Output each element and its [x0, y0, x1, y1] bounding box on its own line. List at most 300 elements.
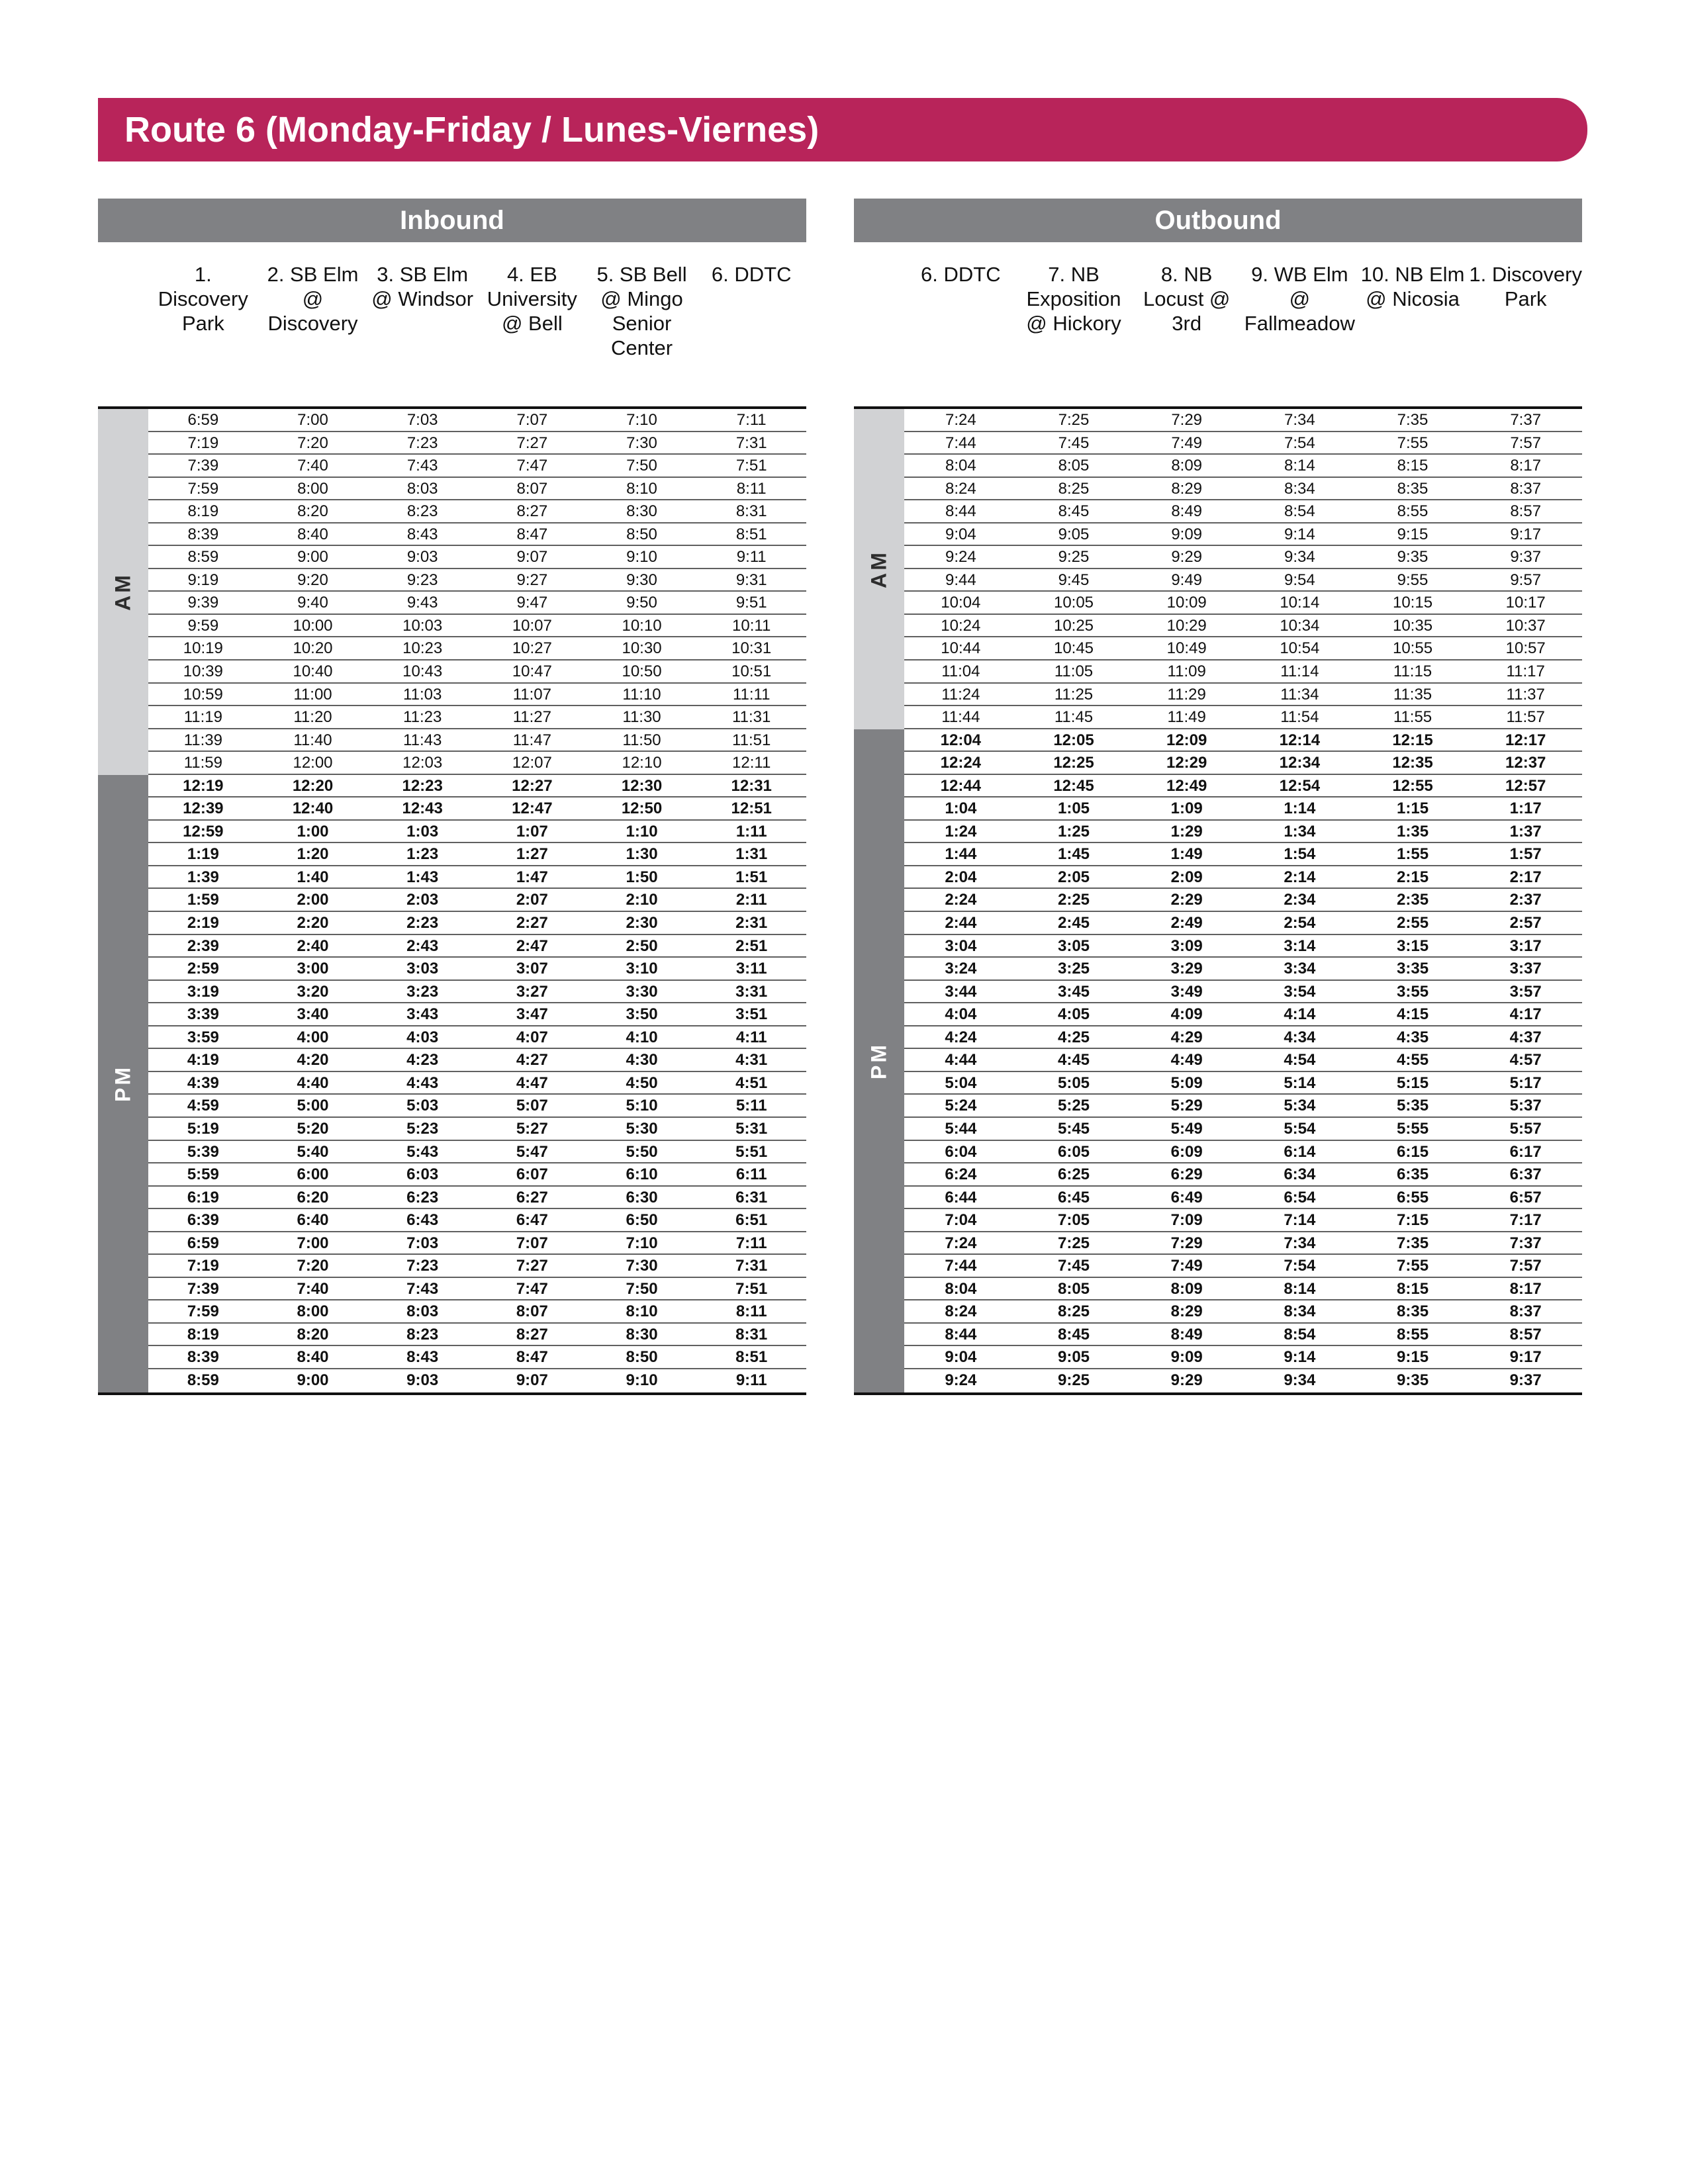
time-cell: 9:37	[1509, 1371, 1542, 1389]
time-cell: 5:59	[187, 1165, 219, 1184]
table-row	[904, 1278, 1582, 1301]
time-cell: 10:37	[1505, 616, 1546, 635]
time-cell: 3:59	[187, 1028, 219, 1046]
time-cell: 3:07	[516, 960, 548, 978]
time-cell: 11:44	[941, 708, 980, 727]
time-cell: 10:50	[622, 662, 662, 681]
time-cell: 11:14	[1280, 662, 1319, 681]
time-cell: 7:54	[1284, 1257, 1316, 1275]
time-cell: 10:44	[941, 639, 981, 658]
time-cell: 3:47	[516, 1005, 548, 1024]
time-cell: 10:39	[183, 662, 223, 681]
time-cell: 2:37	[1509, 891, 1542, 909]
time-cell: 10:31	[731, 639, 772, 658]
time-cell: 2:39	[187, 936, 219, 955]
time-cell: 7:44	[945, 1257, 977, 1275]
time-cell: 4:14	[1284, 1005, 1316, 1024]
time-cell: 9:05	[1058, 525, 1090, 543]
time-cell: 7:29	[1171, 411, 1203, 429]
time-cell: 1:14	[1284, 799, 1316, 818]
table-row	[148, 1072, 806, 1095]
time-cell: 10:35	[1392, 616, 1433, 635]
time-cell: 8:51	[735, 525, 767, 543]
time-cell: 9:07	[516, 1371, 548, 1389]
time-cell: 3:23	[406, 982, 439, 1001]
time-cell: 3:50	[626, 1005, 658, 1024]
table-row	[904, 889, 1582, 912]
table-row	[904, 1049, 1582, 1072]
time-cell: 4:00	[297, 1028, 329, 1046]
time-cell: 7:57	[1510, 433, 1542, 452]
time-cell: 7:34	[1284, 411, 1315, 429]
time-cell: 5:27	[516, 1119, 548, 1138]
outbound-schedule-body	[854, 406, 1582, 1395]
time-cell: 2:35	[1397, 891, 1429, 909]
table-row	[148, 1209, 806, 1232]
time-cell: 7:45	[1057, 1257, 1090, 1275]
time-cell: 7:40	[297, 457, 328, 475]
time-cell: 6:57	[1509, 1188, 1542, 1206]
time-cell: 4:03	[406, 1028, 439, 1046]
table-row	[148, 1232, 806, 1255]
time-cell: 3:44	[945, 982, 977, 1001]
time-cell: 4:31	[735, 1051, 768, 1069]
time-cell: 12:45	[1053, 776, 1094, 795]
time-cell: 6:44	[945, 1188, 977, 1206]
time-cell: 8:34	[1284, 1302, 1316, 1321]
time-cell: 8:04	[945, 1279, 977, 1298]
time-cell: 7:31	[735, 1257, 768, 1275]
time-cell: 2:03	[406, 891, 439, 909]
time-cell: 7:37	[1509, 1234, 1542, 1252]
time-cell: 5:37	[1509, 1097, 1542, 1115]
time-cell: 5:20	[297, 1119, 329, 1138]
table-row	[148, 409, 806, 432]
time-cell: 6:23	[406, 1188, 439, 1206]
time-cell: 8:29	[1170, 1302, 1203, 1321]
time-cell: 5:49	[1170, 1119, 1203, 1138]
time-cell: 8:31	[735, 502, 767, 521]
time-cell: 3:27	[516, 982, 548, 1001]
time-cell: 7:24	[945, 1234, 977, 1252]
time-cell: 1:54	[1284, 845, 1316, 864]
time-cell: 11:35	[1393, 685, 1432, 704]
time-cell: 12:09	[1166, 731, 1207, 749]
time-cell: 9:03	[406, 548, 438, 567]
table-row	[148, 637, 806, 660]
time-cell: 11:40	[293, 731, 332, 749]
time-cell: 3:24	[945, 960, 977, 978]
time-cell: 8:54	[1284, 1325, 1316, 1343]
time-cell: 8:00	[297, 1302, 329, 1321]
time-cell: 6:54	[1284, 1188, 1316, 1206]
am-period-strip	[854, 409, 904, 729]
time-cell: 10:11	[732, 616, 771, 635]
time-cell: 8:19	[187, 1325, 219, 1343]
time-cell: 6:27	[516, 1188, 548, 1206]
time-cell: 8:25	[1057, 1302, 1090, 1321]
time-cell: 9:00	[297, 1371, 329, 1389]
inbound-rows	[148, 409, 806, 1392]
time-cell: 7:59	[187, 479, 219, 498]
table-row	[904, 1324, 1582, 1347]
table-row	[148, 775, 806, 798]
time-cell: 12:29	[1166, 754, 1207, 772]
table-row	[148, 432, 806, 455]
time-cell: 7:59	[187, 1302, 219, 1321]
time-cell: 2:30	[626, 914, 658, 933]
time-cell: 12:05	[1053, 731, 1094, 749]
time-cell: 10:00	[293, 616, 333, 635]
time-cell: 8:57	[1509, 1325, 1542, 1343]
time-cell: 10:03	[402, 616, 443, 635]
time-cell: 9:24	[945, 1371, 977, 1389]
table-row	[904, 912, 1582, 935]
time-cell: 9:47	[516, 594, 548, 612]
time-cell: 7:27	[516, 1257, 548, 1275]
inbound-stop-headers	[98, 242, 806, 406]
time-cell: 6:40	[297, 1211, 329, 1230]
time-cell: 12:14	[1279, 731, 1321, 749]
inbound-schedule-body	[98, 406, 806, 1395]
table-row	[148, 1003, 806, 1026]
time-cell: 5:31	[735, 1119, 768, 1138]
time-cell: 8:20	[297, 502, 328, 521]
time-cell: 11:47	[512, 731, 551, 749]
time-cell: 3:17	[1509, 936, 1542, 955]
time-cell: 6:47	[516, 1211, 548, 1230]
time-cell: 11:37	[1506, 685, 1545, 704]
time-cell: 4:24	[945, 1028, 977, 1046]
time-cell: 3:10	[626, 960, 658, 978]
table-row	[904, 843, 1582, 866]
time-cell: 6:34	[1284, 1165, 1316, 1184]
time-cell: 6:04	[945, 1142, 977, 1161]
time-cell: 9:49	[1171, 570, 1203, 589]
time-cell: 6:00	[297, 1165, 329, 1184]
table-row	[148, 1300, 806, 1324]
time-cell: 5:30	[626, 1119, 658, 1138]
time-cell: 11:45	[1054, 708, 1094, 727]
table-row	[904, 500, 1582, 523]
time-cell: 1:29	[1170, 822, 1203, 841]
time-cell: 5:14	[1284, 1073, 1316, 1092]
time-cell: 7:05	[1057, 1211, 1090, 1230]
time-cell: 6:20	[297, 1188, 329, 1206]
time-cell: 8:00	[297, 479, 328, 498]
time-cell: 9:40	[297, 594, 328, 612]
time-cell: 10:55	[1392, 639, 1433, 658]
time-cell: 2:59	[187, 960, 219, 978]
table-row	[148, 500, 806, 523]
time-cell: 8:34	[1284, 479, 1315, 498]
time-cell: 5:50	[626, 1142, 658, 1161]
time-cell: 2:25	[1057, 891, 1090, 909]
time-cell: 8:59	[187, 548, 219, 567]
time-cell: 7:51	[735, 457, 767, 475]
time-cell: 7:00	[297, 1234, 329, 1252]
time-cell: 8:09	[1170, 1279, 1203, 1298]
time-cell: 7:47	[516, 457, 548, 475]
time-cell: 4:55	[1397, 1051, 1429, 1069]
table-row	[148, 546, 806, 569]
time-cell: 8:11	[735, 1302, 767, 1321]
time-cell: 12:31	[731, 776, 772, 795]
time-cell: 8:17	[1510, 457, 1542, 475]
time-cell: 3:31	[735, 982, 768, 1001]
table-row	[904, 1026, 1582, 1050]
time-cell: 9:34	[1284, 1371, 1316, 1389]
stop-header: 7. NB Exposition @ Hickory	[1026, 263, 1121, 335]
time-cell: 2:44	[945, 914, 977, 933]
time-cell: 8:04	[945, 457, 976, 475]
table-row	[148, 1026, 806, 1050]
time-cell: 6:43	[406, 1211, 439, 1230]
stop-header: 1. Discovery Park	[1469, 263, 1582, 310]
time-cell: 12:49	[1166, 776, 1207, 795]
time-cell: 5:04	[945, 1073, 977, 1092]
table-row	[904, 615, 1582, 638]
time-cell: 9:30	[626, 570, 657, 589]
time-cell: 5:05	[1057, 1073, 1090, 1092]
time-cell: 7:10	[626, 1234, 658, 1252]
time-cell: 7:24	[945, 411, 976, 429]
stop-header: 8. NB Locust @ 3rd	[1143, 263, 1231, 335]
time-cell: 5:10	[626, 1097, 658, 1115]
time-cell: 4:43	[406, 1073, 439, 1092]
time-cell: 3:11	[735, 960, 767, 978]
time-cell: 5:24	[945, 1097, 977, 1115]
time-cell: 10:20	[293, 639, 333, 658]
time-cell: 5:03	[406, 1097, 439, 1115]
table-row	[904, 1118, 1582, 1141]
time-cell: 9:03	[406, 1371, 439, 1389]
stop-header: 4. EB University @ Bell	[487, 263, 577, 335]
table-row	[148, 912, 806, 935]
time-cell: 1:30	[626, 845, 658, 864]
time-cell: 8:35	[1397, 1302, 1429, 1321]
time-cell: 10:45	[1053, 639, 1094, 658]
time-cell: 11:11	[732, 685, 771, 704]
time-cell: 5:29	[1170, 1097, 1203, 1115]
time-cell: 8:23	[406, 502, 438, 521]
time-cell: 3:51	[735, 1005, 768, 1024]
time-cell: 9:17	[1510, 525, 1542, 543]
table-row	[148, 1278, 806, 1301]
time-cell: 9:20	[297, 570, 328, 589]
time-cell: 9:05	[1057, 1348, 1090, 1367]
time-cell: 7:03	[406, 1234, 439, 1252]
time-cell: 7:50	[626, 457, 657, 475]
time-cell: 8:15	[1397, 1279, 1429, 1298]
time-cell: 11:17	[1506, 662, 1545, 681]
time-cell: 8:29	[1171, 479, 1203, 498]
time-cell: 1:17	[1509, 799, 1542, 818]
time-cell: 1:24	[945, 822, 977, 841]
time-cell: 1:31	[735, 845, 768, 864]
time-cell: 8:37	[1510, 479, 1542, 498]
time-cell: 3:05	[1057, 936, 1090, 955]
time-cell: 9:35	[1397, 1371, 1429, 1389]
time-cell: 8:17	[1509, 1279, 1542, 1298]
time-cell: 5:45	[1057, 1119, 1090, 1138]
time-cell: 6:10	[626, 1165, 658, 1184]
time-cell: 2:43	[406, 936, 439, 955]
time-cell: 11:09	[1167, 662, 1206, 681]
time-cell: 7:29	[1170, 1234, 1203, 1252]
time-cell: 2:49	[1170, 914, 1203, 933]
table-row	[148, 1324, 806, 1347]
time-cell: 6:07	[516, 1165, 548, 1184]
time-cell: 8:10	[626, 479, 657, 498]
time-cell: 1:34	[1284, 822, 1316, 841]
time-cell: 8:07	[516, 479, 548, 498]
time-cell: 6:39	[187, 1211, 219, 1230]
table-row	[904, 1300, 1582, 1324]
table-row	[148, 821, 806, 844]
time-cell: 7:43	[406, 1279, 439, 1298]
table-row	[148, 935, 806, 958]
table-row	[148, 1187, 806, 1210]
time-cell: 4:59	[187, 1097, 219, 1115]
table-row	[904, 821, 1582, 844]
stop-header: 3. SB Elm @ Windsor	[371, 263, 474, 310]
table-row	[148, 1141, 806, 1164]
time-cell: 1:07	[516, 822, 548, 841]
table-row	[148, 866, 806, 889]
time-cell: 1:03	[406, 822, 439, 841]
time-cell: 8:43	[406, 1348, 439, 1367]
time-cell: 3:14	[1284, 936, 1316, 955]
table-row	[148, 797, 806, 821]
table-row	[148, 1163, 806, 1187]
time-cell: 9:04	[945, 525, 976, 543]
time-cell: 12:35	[1392, 754, 1433, 772]
time-cell: 1:04	[945, 799, 977, 818]
time-cell: 3:55	[1397, 982, 1429, 1001]
time-cell: 8:10	[626, 1302, 658, 1321]
time-cell: 3:04	[945, 936, 977, 955]
time-cell: 9:17	[1509, 1348, 1542, 1367]
time-cell: 7:37	[1510, 411, 1542, 429]
table-row	[904, 1209, 1582, 1232]
time-cell: 8:14	[1284, 1279, 1316, 1298]
time-cell: 9:27	[516, 570, 548, 589]
time-cell: 11:57	[1506, 708, 1545, 727]
time-cell: 2:54	[1284, 914, 1316, 933]
time-cell: 4:54	[1284, 1051, 1316, 1069]
table-row	[904, 1255, 1582, 1278]
table-row	[904, 706, 1582, 729]
time-cell: 12:04	[940, 731, 982, 749]
time-cell: 1:51	[735, 868, 768, 886]
time-cell: 8:44	[945, 1325, 977, 1343]
time-cell: 2:29	[1170, 891, 1203, 909]
time-cell: 11:27	[512, 708, 551, 727]
time-cell: 12:54	[1279, 776, 1321, 795]
time-cell: 5:07	[516, 1097, 548, 1115]
time-cell: 5:51	[735, 1142, 768, 1161]
time-cell: 9:24	[945, 548, 976, 567]
time-cell: 9:54	[1284, 570, 1315, 589]
time-cell: 8:03	[406, 1302, 439, 1321]
time-cell: 9:51	[735, 594, 767, 612]
pm-period-strip	[98, 775, 148, 1392]
time-cell: 7:40	[297, 1279, 329, 1298]
time-cell: 10:04	[941, 594, 981, 612]
time-cell: 6:19	[187, 1188, 219, 1206]
time-cell: 12:03	[402, 754, 443, 772]
time-cell: 7:30	[626, 1257, 658, 1275]
stop-header: 2. SB Elm @ Discovery	[267, 263, 359, 335]
time-cell: 8:05	[1057, 1279, 1090, 1298]
time-cell: 1:59	[187, 891, 219, 909]
time-cell: 2:57	[1509, 914, 1542, 933]
time-cell: 4:25	[1057, 1028, 1090, 1046]
time-cell: 12:34	[1279, 754, 1321, 772]
am-label: AM	[111, 572, 135, 612]
table-row	[148, 729, 806, 752]
time-cell: 7:15	[1397, 1211, 1429, 1230]
time-cell: 2:27	[516, 914, 548, 933]
time-cell: 12:37	[1505, 754, 1546, 772]
time-cell: 3:35	[1397, 960, 1429, 978]
time-cell: 12:50	[621, 799, 663, 818]
table-row	[148, 981, 806, 1004]
time-cell: 10:40	[293, 662, 333, 681]
time-cell: 8:24	[945, 1302, 977, 1321]
time-cell: 11:10	[622, 685, 661, 704]
time-cell: 3:57	[1509, 982, 1542, 1001]
table-row	[904, 1072, 1582, 1095]
time-cell: 8:40	[297, 1348, 329, 1367]
stop-header: 5. SB Bell @ Mingo Senior Center	[596, 263, 687, 359]
time-cell: 1:45	[1057, 845, 1090, 864]
time-cell: 3:25	[1057, 960, 1090, 978]
time-cell: 9:29	[1170, 1371, 1203, 1389]
time-cell: 9:29	[1171, 548, 1203, 567]
stop-header: 10. NB Elm @ Nicosia	[1360, 263, 1465, 310]
time-cell: 12:47	[512, 799, 553, 818]
table-row	[148, 569, 806, 592]
time-cell: 5:54	[1284, 1119, 1316, 1138]
time-cell: 9:04	[945, 1348, 977, 1367]
time-cell: 1:39	[187, 868, 219, 886]
time-cell: 5:35	[1397, 1097, 1429, 1115]
time-cell: 3:39	[187, 1005, 219, 1024]
time-cell: 8:44	[945, 502, 976, 521]
time-cell: 9:11	[736, 548, 767, 567]
time-cell: 12:44	[940, 776, 982, 795]
time-cell: 8:23	[406, 1325, 439, 1343]
time-cell: 12:30	[621, 776, 663, 795]
time-cell: 8:55	[1397, 502, 1429, 521]
time-cell: 1:11	[735, 822, 767, 841]
time-cell: 11:04	[941, 662, 980, 681]
route-title-banner	[98, 98, 1587, 161]
time-cell: 3:43	[406, 1005, 439, 1024]
time-cell: 7:07	[516, 411, 548, 429]
table-row	[148, 843, 806, 866]
time-cell: 9:10	[626, 548, 657, 567]
time-cell: 2:55	[1397, 914, 1429, 933]
time-cell: 12:39	[183, 799, 224, 818]
time-cell: 6:51	[735, 1211, 768, 1230]
time-cell: 10:57	[1505, 639, 1546, 658]
time-cell: 11:19	[183, 708, 222, 727]
time-cell: 4:45	[1057, 1051, 1090, 1069]
time-cell: 2:47	[516, 936, 548, 955]
